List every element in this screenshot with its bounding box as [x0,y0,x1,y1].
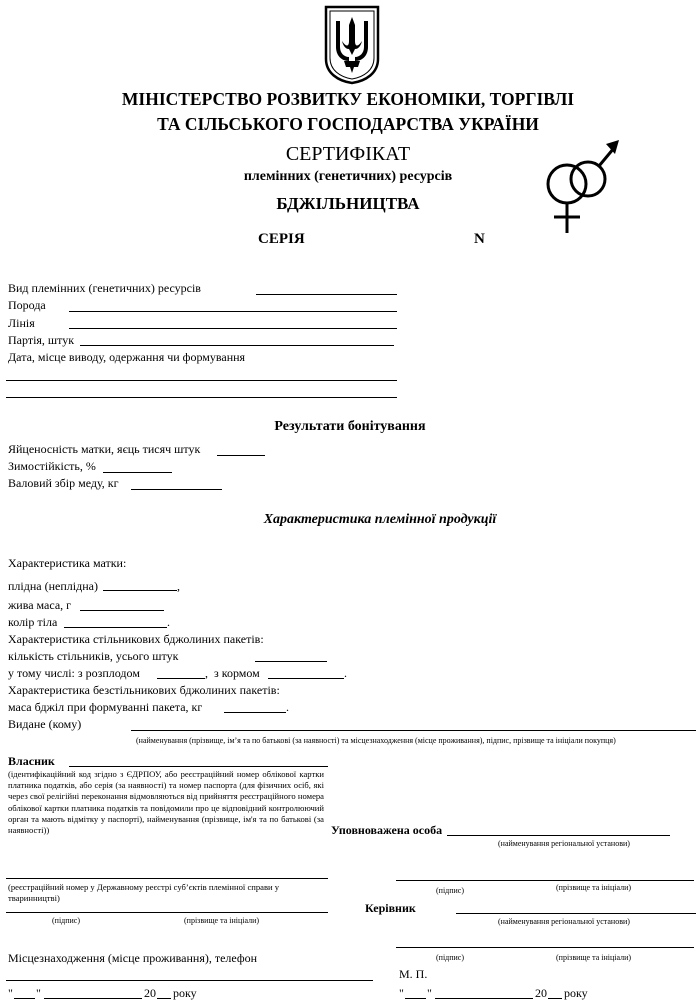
characteristics-title: Характеристика племінної продукції [263,512,497,527]
head-signature-note: (підпис) [436,953,465,962]
winter-hardiness-line [103,472,172,473]
body-color-label: колір тіла [8,615,58,629]
location-line [6,980,373,981]
bee-mass-line [224,712,286,713]
owner-signature-note: (підпис) [52,916,81,925]
date-place-label: Дата, місце виводу, одержання чи формування [8,350,246,364]
comb-packages-label: Характеристика стільникових бджолиних пакетів: [8,632,264,646]
egg-production-line [217,455,265,456]
owner-year-line [157,998,171,999]
owner-name-note: (прізвище та ініціали) [184,916,260,925]
breed-label: Порода [8,298,46,312]
owner-title: Власник [8,754,55,768]
resource-type-line [256,294,397,295]
owner-day-line [14,998,35,999]
certificate-title: СЕРТИФІКАТ [285,143,411,165]
date-place-line1 [6,380,397,381]
brood-line [157,678,205,679]
head-institution-note: (найменування регіональної установи) [498,917,630,926]
owner-signature-line [6,912,328,913]
owner-month-line [44,998,142,999]
authorized-person-line [447,835,670,836]
brood-label: у тому числі: з розплодом [8,666,140,680]
stamp-label: М. П. [399,967,428,981]
egg-production-label: Яйценосність матки, яєць тисяч штук [8,442,201,456]
feed-label: з кормом [214,666,260,680]
ministry-title-line2: ТА СІЛЬСЬКОГО ГОСПОДАРСТВА УКРАЇНИ [157,114,539,134]
location-label: Місцезнаходження (місце проживання), телефон [8,951,258,965]
issued-to-label: Видане (кому) [8,717,82,731]
owner-description: (ідентифікаційний код згідно з ЄДРПОУ, або реєстраційний номер облікової картки платника податків, або серія (за наявності) та номер паспорта (для фізичних осіб, які через свої релігійні переконання відмовляються від прийняття реєстраційного номера облікової картки платника податків та повідомили про це відповідний контролюючий орган та мають відмітку у паспорті), найменування (прізвище, ім'я та по батькові (за наявності)) [8,769,324,836]
issued-to-note: (найменування (прізвище, ім’я та по батькові (за наявності) та місцезнаходження (місце проживання), підпис, прізвище та ініціали покупця) [136,736,616,745]
queen-label: Характеристика матки: [8,556,127,570]
comb-count-label: кількість стільників, усього штук [8,649,179,663]
fertile-line [103,590,177,591]
authorized-name-note: (прізвище та ініціали) [556,883,632,892]
male-female-symbol-icon [542,136,626,236]
owner-line [69,766,328,767]
live-weight-label: жива маса, г [8,598,72,612]
breed-line [69,311,397,312]
number-label: N [474,231,485,247]
head-label: Керівник [365,901,416,915]
resource-type-label: Вид племінних (генетичних) ресурсів [8,281,201,295]
authorized-signature-line [396,880,694,881]
fertile-label: плідна (неплідна) [8,579,98,593]
authorized-signature-note: (підпис) [436,886,465,895]
honey-yield-label: Валовий збір меду, кг [8,476,119,490]
authority-year-line [548,998,562,999]
batch-line [80,345,394,346]
owner-registry-line [6,878,328,879]
combless-label: Характеристика безстільникових бджолиних пакетів: [8,683,280,697]
series-label: СЕРІЯ [258,231,305,247]
line-line [69,328,397,329]
head-name-note: (прізвище та ініціали) [556,953,632,962]
owner-registry-note: (реєстраційний номер у Державному реєстрі суб’єктів племінної справи у тваринництві) [8,882,280,904]
winter-hardiness-label: Зимостійкість, % [8,459,96,473]
authorized-institution-note: (найменування регіональної установи) [498,839,630,848]
certificate-subtitle: племінних (генетичних) ресурсів [243,169,453,184]
body-color-line [64,627,167,628]
date-place-line2 [6,397,397,398]
bee-mass-label: маса бджіл при формуванні пакета, кг [8,700,203,714]
certificate-category: БДЖІЛЬНИЦТВА [276,194,420,213]
coat-of-arms-emblem [322,3,382,85]
authority-day-line [405,998,426,999]
authority-month-line [435,998,533,999]
live-weight-line [80,610,164,611]
comb-count-line [255,661,327,662]
authorized-person-label: Уповноважена особа [331,823,443,837]
ministry-title-line1: МІНІСТЕРСТВО РОЗВИТКУ ЕКОНОМІКИ, ТОРГІВЛІ [121,89,575,109]
honey-yield-line [131,489,222,490]
head-signature-line [396,947,694,948]
batch-label: Партія, штук [8,333,75,347]
evaluation-title: Результати бонітування [274,419,426,434]
issued-to-line [131,730,696,731]
feed-line [268,678,344,679]
head-line [456,913,696,914]
line-label: Лінія [8,316,35,330]
